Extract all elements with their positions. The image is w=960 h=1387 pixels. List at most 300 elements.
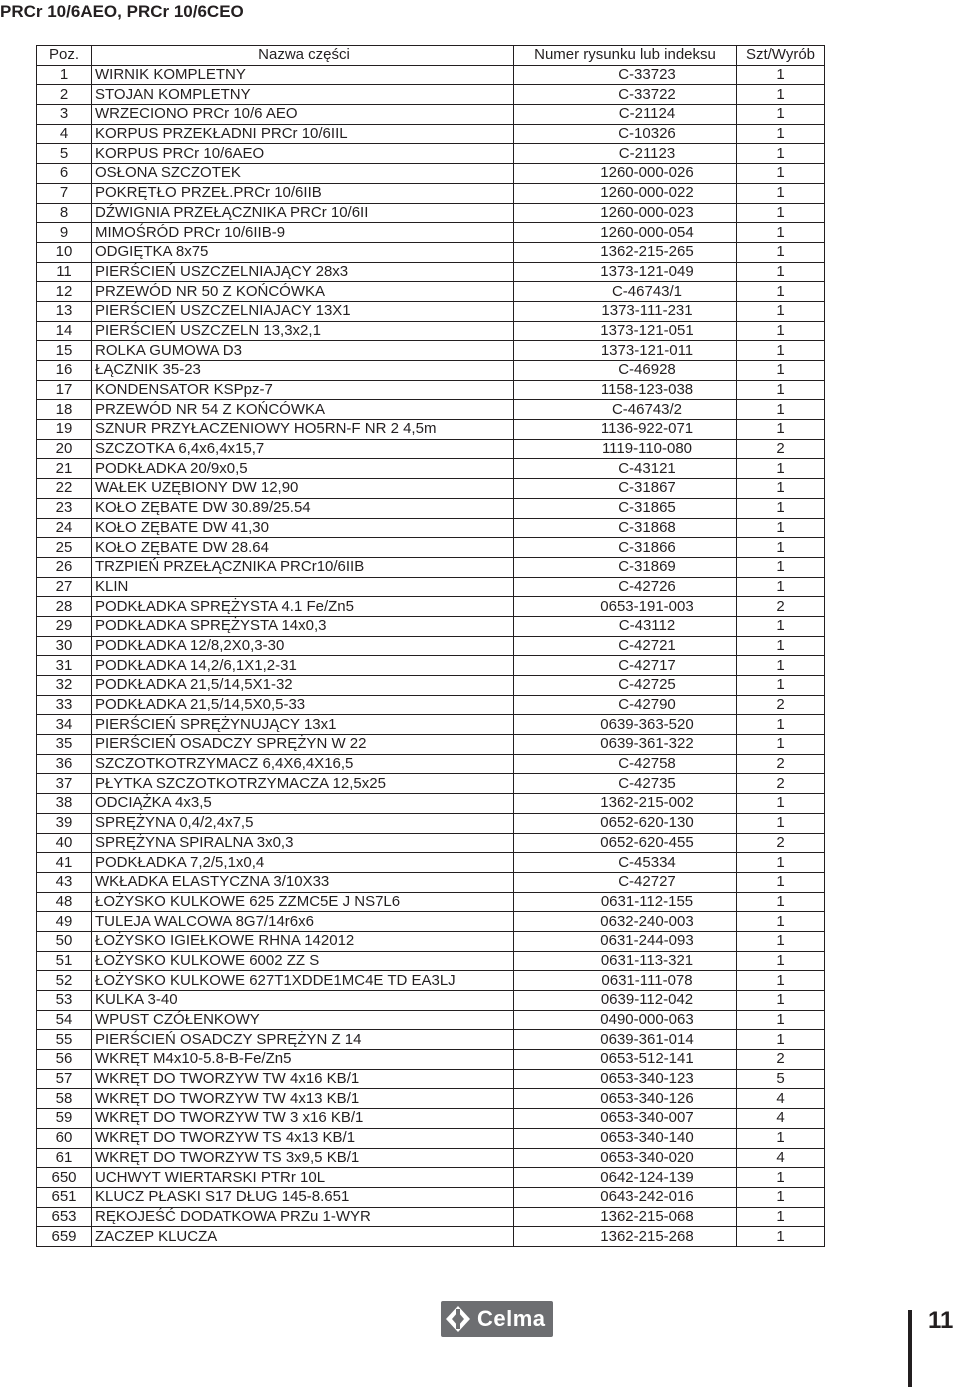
row-part-name: SPRĘŻYNA 0,4/2,4x7,5 [92,813,514,833]
row-quantity: 2 [737,754,825,774]
row-position: 50 [37,931,92,951]
table-row [37,1010,825,1030]
row-drawing-number: 0631-111-078 [514,971,737,991]
row-position: 23 [37,498,92,518]
row-quantity: 1 [737,577,825,597]
row-drawing-number: 1373-121-011 [514,341,737,361]
table-row [37,557,825,577]
row-part-name: ZACZEP KLUCZA [92,1227,514,1247]
row-part-name: ŁOŻYSKO IGIEŁKOWE RHNA 142012 [92,931,514,951]
row-part-name: PRZEWÓD NR 54 Z KOŃCÓWKA [92,400,514,420]
row-part-name: OSŁONA SZCZOTEK [92,164,514,184]
parts-table [36,45,825,1247]
table-row [37,479,825,499]
row-part-name: MIMOŚRÓD PRCr 10/6IIB-9 [92,223,514,243]
table-row [37,774,825,794]
row-drawing-number: 0642-124-139 [514,1168,737,1188]
page-number-rule [908,1310,912,1387]
row-position: 1 [37,65,92,85]
table-row [37,380,825,400]
row-part-name: WKRĘT DO TWORZYW TW 4x13 KB/1 [92,1089,514,1109]
row-part-name: PODKŁADKA 21,5/14,5X1-32 [92,676,514,696]
row-position: 59 [37,1109,92,1129]
row-drawing-number: 1373-121-051 [514,321,737,341]
row-position: 27 [37,577,92,597]
row-position: 4 [37,124,92,144]
row-drawing-number: 0653-340-020 [514,1148,737,1168]
row-quantity: 1 [737,1207,825,1227]
table-row [37,183,825,203]
row-quantity: 1 [737,813,825,833]
table-row [37,991,825,1011]
table-row [37,164,825,184]
row-drawing-number: C-43112 [514,616,737,636]
row-part-name: WIRNIK KOMPLETNY [92,65,514,85]
row-position: 40 [37,833,92,853]
row-part-name: SZNUR PRZYŁACZENIOWY HO5RN-F NR 2 4,5m [92,420,514,440]
row-part-name: KULKA 3-40 [92,991,514,1011]
row-drawing-number: C-42725 [514,676,737,696]
row-part-name: WKRĘT M4x10-5.8-B-Fe/Zn5 [92,1050,514,1070]
row-part-name: PIERŚCIEŃ USZCZELN 13,3x2,1 [92,321,514,341]
row-part-name: WAŁEK UZĘBIONY DW 12,90 [92,479,514,499]
row-part-name: ODCIĄŻKA 4x3,5 [92,794,514,814]
row-position: 32 [37,676,92,696]
row-quantity: 1 [737,1030,825,1050]
row-position: 55 [37,1030,92,1050]
row-quantity: 1 [737,636,825,656]
row-position: 6 [37,164,92,184]
row-quantity: 1 [737,459,825,479]
row-part-name: PRZEWÓD NR 50 Z KOŃCÓWKA [92,282,514,302]
row-quantity: 1 [737,557,825,577]
row-position: 17 [37,380,92,400]
row-part-name: SPRĘŻYNA SPIRALNA 3x0,3 [92,833,514,853]
row-part-name: PODKŁADKA SPRĘŻYSTA 14x0,3 [92,616,514,636]
row-part-name: WPUST CZÓŁENKOWY [92,1010,514,1030]
row-part-name: UCHWYT WIERTARSKI PTRr 10L [92,1168,514,1188]
row-position: 7 [37,183,92,203]
header-quantity: Szt/Wyrób [737,46,825,66]
row-drawing-number: 0639-112-042 [514,991,737,1011]
row-quantity: 1 [737,616,825,636]
row-drawing-number: C-42758 [514,754,737,774]
row-part-name: ŁOŻYSKO KULKOWE 625 ZZMC5E J NS7L6 [92,892,514,912]
table-row [37,321,825,341]
row-drawing-number: 0652-620-130 [514,813,737,833]
row-quantity: 1 [737,518,825,538]
table-row [37,892,825,912]
table-row [37,735,825,755]
row-quantity: 1 [737,400,825,420]
row-quantity: 1 [737,676,825,696]
row-quantity: 1 [737,124,825,144]
row-drawing-number: 1373-121-049 [514,262,737,282]
row-drawing-number: C-43121 [514,459,737,479]
row-drawing-number: C-31868 [514,518,737,538]
row-drawing-number: C-46743/2 [514,400,737,420]
row-part-name: KORPUS PRCr 10/6AEO [92,144,514,164]
row-quantity: 1 [737,144,825,164]
row-quantity: 1 [737,301,825,321]
row-quantity: 1 [737,341,825,361]
row-quantity: 1 [737,479,825,499]
row-position: 653 [37,1207,92,1227]
row-position: 60 [37,1128,92,1148]
row-quantity: 2 [737,774,825,794]
row-position: 25 [37,538,92,558]
row-part-name: WKRĘT DO TWORZYW TW 3 x16 KB/1 [92,1109,514,1129]
row-part-name: WKŁADKA ELASTYCZNA 3/10X33 [92,872,514,892]
row-part-name: PIERŚCIEŃ USZCZELNIAJĄCY 28x3 [92,262,514,282]
row-position: 29 [37,616,92,636]
row-quantity: 1 [737,282,825,302]
row-position: 10 [37,242,92,262]
row-drawing-number: C-42717 [514,656,737,676]
table-row [37,853,825,873]
table-row [37,1187,825,1207]
row-part-name: RĘKOJEŚĆ DODATKOWA PRZu 1-WYR [92,1207,514,1227]
table-row [37,813,825,833]
row-drawing-number: C-45334 [514,853,737,873]
row-drawing-number: 0631-244-093 [514,931,737,951]
row-drawing-number: C-21123 [514,144,737,164]
table-row [37,1089,825,1109]
row-position: 16 [37,361,92,381]
row-position: 34 [37,715,92,735]
row-drawing-number: C-42721 [514,636,737,656]
row-position: 3 [37,105,92,125]
row-position: 43 [37,872,92,892]
row-quantity: 4 [737,1109,825,1129]
row-quantity: 1 [737,1010,825,1030]
row-quantity: 1 [737,321,825,341]
header-part-name: Nazwa części [92,46,514,66]
row-part-name: PODKŁADKA 7,2/5,1x0,4 [92,853,514,873]
row-part-name: SZCZOTKOTRZYMACZ 6,4X6,4X16,5 [92,754,514,774]
row-position: 22 [37,479,92,499]
row-drawing-number: 0639-363-520 [514,715,737,735]
row-part-name: POKRĘTŁO PRZEŁ.PRCr 10/6IIB [92,183,514,203]
row-position: 36 [37,754,92,774]
table-row [37,203,825,223]
table-row [37,124,825,144]
document-title: PRCr 10/6AEO, PRCr 10/6CEO [0,2,244,21]
row-quantity: 1 [737,794,825,814]
row-position: 30 [37,636,92,656]
row-part-name: KOŁO ZĘBATE DW 30.89/25.54 [92,498,514,518]
row-quantity: 1 [737,65,825,85]
row-part-name: WKRĘT DO TWORZYW TS 3x9,5 KB/1 [92,1148,514,1168]
row-part-name: WRZECIONO PRCr 10/6 AEO [92,105,514,125]
table-row [37,971,825,991]
row-drawing-number: C-33723 [514,65,737,85]
page-number: 11 [928,1307,954,1334]
table-row [37,262,825,282]
table-row [37,1109,825,1129]
row-position: 28 [37,597,92,617]
row-quantity: 1 [737,656,825,676]
row-position: 9 [37,223,92,243]
row-drawing-number: 1260-000-023 [514,203,737,223]
row-quantity: 1 [737,735,825,755]
row-drawing-number: C-10326 [514,124,737,144]
table-row [37,301,825,321]
row-quantity: 1 [737,242,825,262]
row-drawing-number: 1119-110-080 [514,439,737,459]
header-position: Poz. [37,46,92,66]
table-row [37,676,825,696]
table-header-row [37,46,825,66]
table-row [37,341,825,361]
row-drawing-number: C-42726 [514,577,737,597]
row-position: 13 [37,301,92,321]
row-drawing-number: 1362-215-068 [514,1207,737,1227]
row-drawing-number: 1362-215-265 [514,242,737,262]
row-position: 41 [37,853,92,873]
row-drawing-number: C-33722 [514,85,737,105]
row-drawing-number: C-31866 [514,538,737,558]
row-drawing-number: C-46928 [514,361,737,381]
row-drawing-number: 0490-000-063 [514,1010,737,1030]
row-part-name: PIERŚCIEŃ USZCZELNIAJACY 13X1 [92,301,514,321]
row-position: 14 [37,321,92,341]
row-quantity: 1 [737,931,825,951]
row-position: 39 [37,813,92,833]
row-drawing-number: 0653-340-126 [514,1089,737,1109]
row-drawing-number: C-31865 [514,498,737,518]
row-part-name: PODKŁADKA 14,2/6,1X1,2-31 [92,656,514,676]
row-position: 61 [37,1148,92,1168]
parts-table-body [37,65,825,1246]
row-drawing-number: 1362-215-268 [514,1227,737,1247]
row-quantity: 1 [737,538,825,558]
celma-logo [441,1301,553,1337]
row-position: 58 [37,1089,92,1109]
row-position: 20 [37,439,92,459]
celma-logo-mark-icon [445,1305,471,1333]
table-row [37,656,825,676]
row-position: 651 [37,1187,92,1207]
row-part-name: KONDENSATOR KSPpz-7 [92,380,514,400]
row-quantity: 1 [737,164,825,184]
table-row [37,1030,825,1050]
row-quantity: 1 [737,1187,825,1207]
row-drawing-number: 0639-361-322 [514,735,737,755]
table-row [37,439,825,459]
row-position: 19 [37,420,92,440]
row-drawing-number: C-42727 [514,872,737,892]
row-quantity: 1 [737,1128,825,1148]
table-row [37,420,825,440]
row-drawing-number: 1260-000-022 [514,183,737,203]
table-row [37,498,825,518]
row-position: 51 [37,951,92,971]
row-part-name: PODKŁADKA 20/9x0,5 [92,459,514,479]
row-drawing-number: 1373-111-231 [514,301,737,321]
row-position: 49 [37,912,92,932]
row-drawing-number: 0652-620-455 [514,833,737,853]
table-row [37,282,825,302]
row-position: 26 [37,557,92,577]
row-quantity: 1 [737,1227,825,1247]
row-drawing-number: 1260-000-026 [514,164,737,184]
row-position: 35 [37,735,92,755]
row-part-name: TRZPIEŃ PRZEŁĄCZNIKA PRCr10/6IIB [92,557,514,577]
table-row [37,518,825,538]
table-row [37,85,825,105]
table-row [37,951,825,971]
table-row [37,361,825,381]
table-row [37,597,825,617]
celma-logo-text: Celma [477,1306,546,1331]
row-drawing-number: C-42790 [514,695,737,715]
row-quantity: 4 [737,1148,825,1168]
row-quantity: 1 [737,203,825,223]
row-position: 57 [37,1069,92,1089]
row-part-name: ŁOŻYSKO KULKOWE 6002 ZZ S [92,951,514,971]
table-row [37,754,825,774]
row-quantity: 1 [737,991,825,1011]
row-drawing-number: 0632-240-003 [514,912,737,932]
row-position: 5 [37,144,92,164]
row-quantity: 1 [737,498,825,518]
row-position: 38 [37,794,92,814]
row-quantity: 4 [737,1089,825,1109]
row-part-name: PIERŚCIEŃ OSADCZY SPRĘŻYN Z 14 [92,1030,514,1050]
table-row [37,1207,825,1227]
row-position: 659 [37,1227,92,1247]
row-drawing-number: 0653-340-007 [514,1109,737,1129]
table-row [37,105,825,125]
row-position: 33 [37,695,92,715]
table-row [37,833,825,853]
table-row [37,1227,825,1247]
row-part-name: KOŁO ZĘBATE DW 41,30 [92,518,514,538]
row-drawing-number: C-31869 [514,557,737,577]
row-part-name: TULEJA WALCOWA 8G7/14r6x6 [92,912,514,932]
row-quantity: 1 [737,715,825,735]
table-row [37,1168,825,1188]
table-row [37,912,825,932]
table-row [37,400,825,420]
table-row [37,1069,825,1089]
row-position: 12 [37,282,92,302]
row-drawing-number: 0653-340-140 [514,1128,737,1148]
row-quantity: 1 [737,105,825,125]
row-part-name: PŁYTKA SZCZOTKOTRZYMACZA 12,5x25 [92,774,514,794]
row-drawing-number: C-21124 [514,105,737,125]
table-row [37,872,825,892]
row-quantity: 1 [737,223,825,243]
row-position: 8 [37,203,92,223]
row-position: 53 [37,991,92,1011]
row-drawing-number: C-46743/1 [514,282,737,302]
row-quantity: 1 [737,853,825,873]
row-part-name: ROLKA GUMOWA D3 [92,341,514,361]
row-part-name: PODKŁADKA 21,5/14,5X0,5-33 [92,695,514,715]
table-row [37,695,825,715]
row-part-name: PIERŚCIEŃ OSADCZY SPRĘŻYN W 22 [92,735,514,755]
table-row [37,577,825,597]
row-drawing-number: 0653-340-123 [514,1069,737,1089]
row-position: 11 [37,262,92,282]
table-row [37,636,825,656]
row-position: 15 [37,341,92,361]
row-part-name: KOŁO ZĘBATE DW 28.64 [92,538,514,558]
row-drawing-number: 0631-113-321 [514,951,737,971]
row-quantity: 1 [737,183,825,203]
row-quantity: 1 [737,85,825,105]
row-part-name: SZCZOTKA 6,4x6,4x15,7 [92,439,514,459]
row-position: 21 [37,459,92,479]
row-quantity: 2 [737,695,825,715]
row-position: 18 [37,400,92,420]
row-drawing-number: 0631-112-155 [514,892,737,912]
row-part-name: ODGIĘTKA 8x75 [92,242,514,262]
row-quantity: 2 [737,597,825,617]
table-row [37,459,825,479]
row-quantity: 1 [737,912,825,932]
row-part-name: ŁOŻYSKO KULKOWE 627T1XDDE1MC4E TD EA3LJ [92,971,514,991]
row-position: 48 [37,892,92,912]
header-drawing-number: Numer rysunku lub indeksu [514,46,737,66]
table-row [37,794,825,814]
row-drawing-number: 0653-191-003 [514,597,737,617]
row-position: 650 [37,1168,92,1188]
row-drawing-number: C-31867 [514,479,737,499]
row-drawing-number: 1158-123-038 [514,380,737,400]
row-position: 56 [37,1050,92,1070]
row-quantity: 1 [737,361,825,381]
row-quantity: 5 [737,1069,825,1089]
row-part-name: ŁĄCZNIK 35-23 [92,361,514,381]
row-part-name: PODKŁADKA SPRĘŻYSTA 4.1 Fe/Zn5 [92,597,514,617]
row-quantity: 1 [737,951,825,971]
row-part-name: KLUCZ PŁASKI S17 DŁUG 145-8.651 [92,1187,514,1207]
table-row [37,715,825,735]
row-quantity: 1 [737,420,825,440]
row-part-name: WKRĘT DO TWORZYW TW 4x16 KB/1 [92,1069,514,1089]
table-row [37,616,825,636]
row-drawing-number: 1260-000-054 [514,223,737,243]
row-drawing-number: 0639-361-014 [514,1030,737,1050]
row-quantity: 1 [737,971,825,991]
row-drawing-number: 0653-512-141 [514,1050,737,1070]
row-position: 2 [37,85,92,105]
row-quantity: 1 [737,262,825,282]
row-position: 54 [37,1010,92,1030]
row-part-name: PODKŁADKA 12/8,2X0,3-30 [92,636,514,656]
row-quantity: 2 [737,439,825,459]
row-part-name: STOJAN KOMPLETNY [92,85,514,105]
row-part-name: WKRĘT DO TWORZYW TS 4x13 KB/1 [92,1128,514,1148]
row-position: 52 [37,971,92,991]
row-quantity: 2 [737,1050,825,1070]
row-drawing-number: 1362-215-002 [514,794,737,814]
row-position: 24 [37,518,92,538]
row-quantity: 1 [737,380,825,400]
table-row [37,1128,825,1148]
row-part-name: PIERŚCIEŃ SPRĘŻYNUJĄCY 13x1 [92,715,514,735]
table-row [37,538,825,558]
row-position: 31 [37,656,92,676]
row-quantity: 2 [737,833,825,853]
table-row [37,1148,825,1168]
row-quantity: 1 [737,1168,825,1188]
row-quantity: 1 [737,872,825,892]
row-part-name: KLIN [92,577,514,597]
